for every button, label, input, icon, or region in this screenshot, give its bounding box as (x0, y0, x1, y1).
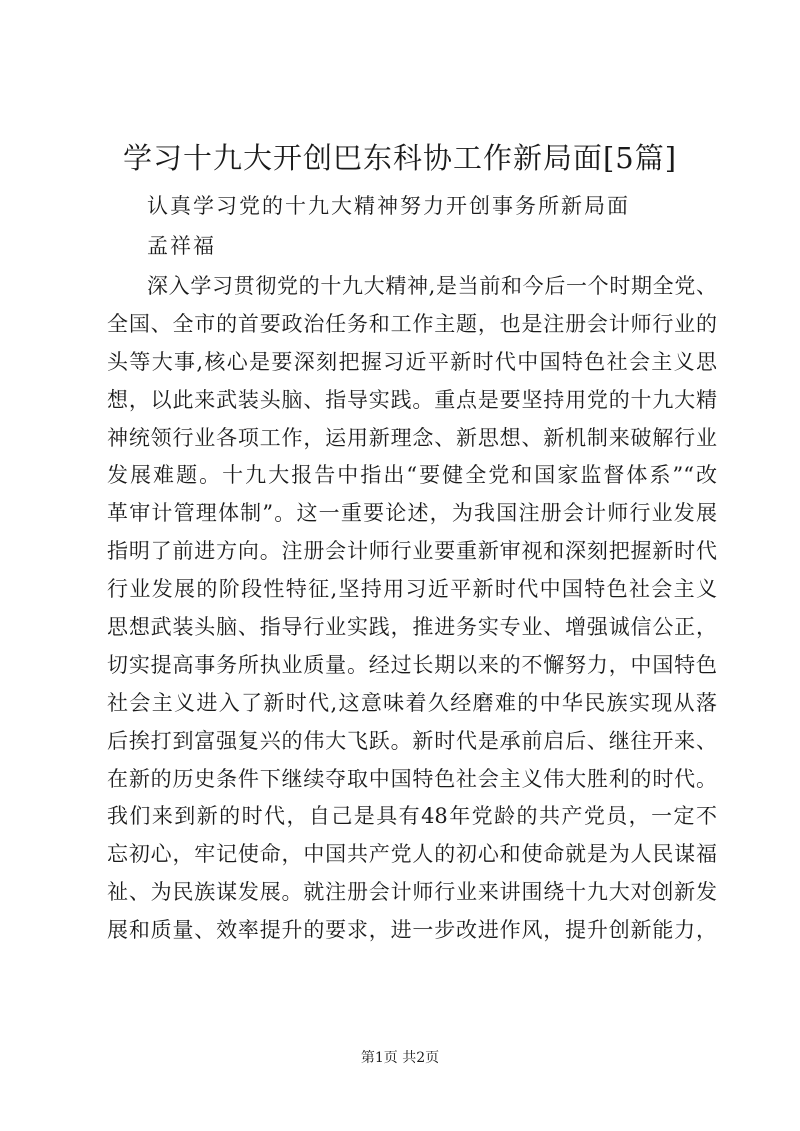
body-line: 深入学习贯彻党的十九大精神,是当前和今后一个时期全党、 (147, 274, 717, 298)
body-line: 我们来到新的时代，自己是具有48年党龄的共产党员，一定不 (107, 804, 717, 829)
body-line: 在新的历史条件下继续夺取中国特色社会主义伟大胜利的时代。 (107, 766, 717, 791)
document-title: 学习十九大开创巴东科协工作新局面[5篇] (122, 141, 678, 175)
body-line: 头等大事,核心是要深刻把握习近平新时代中国特色社会主义思 (107, 349, 717, 374)
body-line: 后挨打到富强复兴的伟大飞跃。新时代是承前启后、继往开来、 (107, 728, 717, 753)
body-line: 祉、为民族谋发展。就注册会计师行业来讲围绕十九大对创新发 (107, 880, 717, 905)
document-subtitle: 认真学习党的十九大精神努力开创事务所新局面 (147, 194, 630, 218)
body-line: 发展难题。十九大报告中指出“要健全党和国家监督体系”“改 (107, 463, 717, 488)
body-line: 行业发展的阶段性特征,坚持用习近平新时代中国特色社会主义 (107, 577, 717, 602)
body-line: 革审计管理体制”。这一重要论述，为我国注册会计师行业发展 (107, 501, 717, 526)
body-line: 神统领行业各项工作，运用新理念、新思想、新机制来破解行业 (107, 425, 717, 450)
body-line: 思想武装头脑、指导行业实践，推进务实专业、增强诚信公正， (107, 615, 717, 640)
body-line: 指明了前进方向。注册会计师行业要重新审视和深刻把握新时代 (107, 539, 717, 564)
body-line: 全国、全市的首要政治任务和工作主题，也是注册会计师行业的 (107, 311, 717, 336)
body-line: 想，以此来武装头脑、指导实践。重点是要坚持用党的十九大精 (107, 387, 717, 412)
document-author: 孟祥福 (147, 234, 216, 258)
page-footer: 第1页 共2页 (360, 1050, 440, 1066)
body-text (107, 271, 717, 953)
body-line: 忘初心，牢记使命，中国共产党人的初心和使命就是为人民谋福 (107, 842, 717, 867)
body-line: 社会主义进入了新时代,这意味着久经磨难的中华民族实现从落 (107, 690, 717, 715)
body-line: 展和质量、效率提升的要求，进一步改进作风，提升创新能力， (107, 918, 717, 943)
body-line: 切实提高事务所执业质量。经过长期以来的不懈努力，中国特色 (107, 652, 717, 677)
